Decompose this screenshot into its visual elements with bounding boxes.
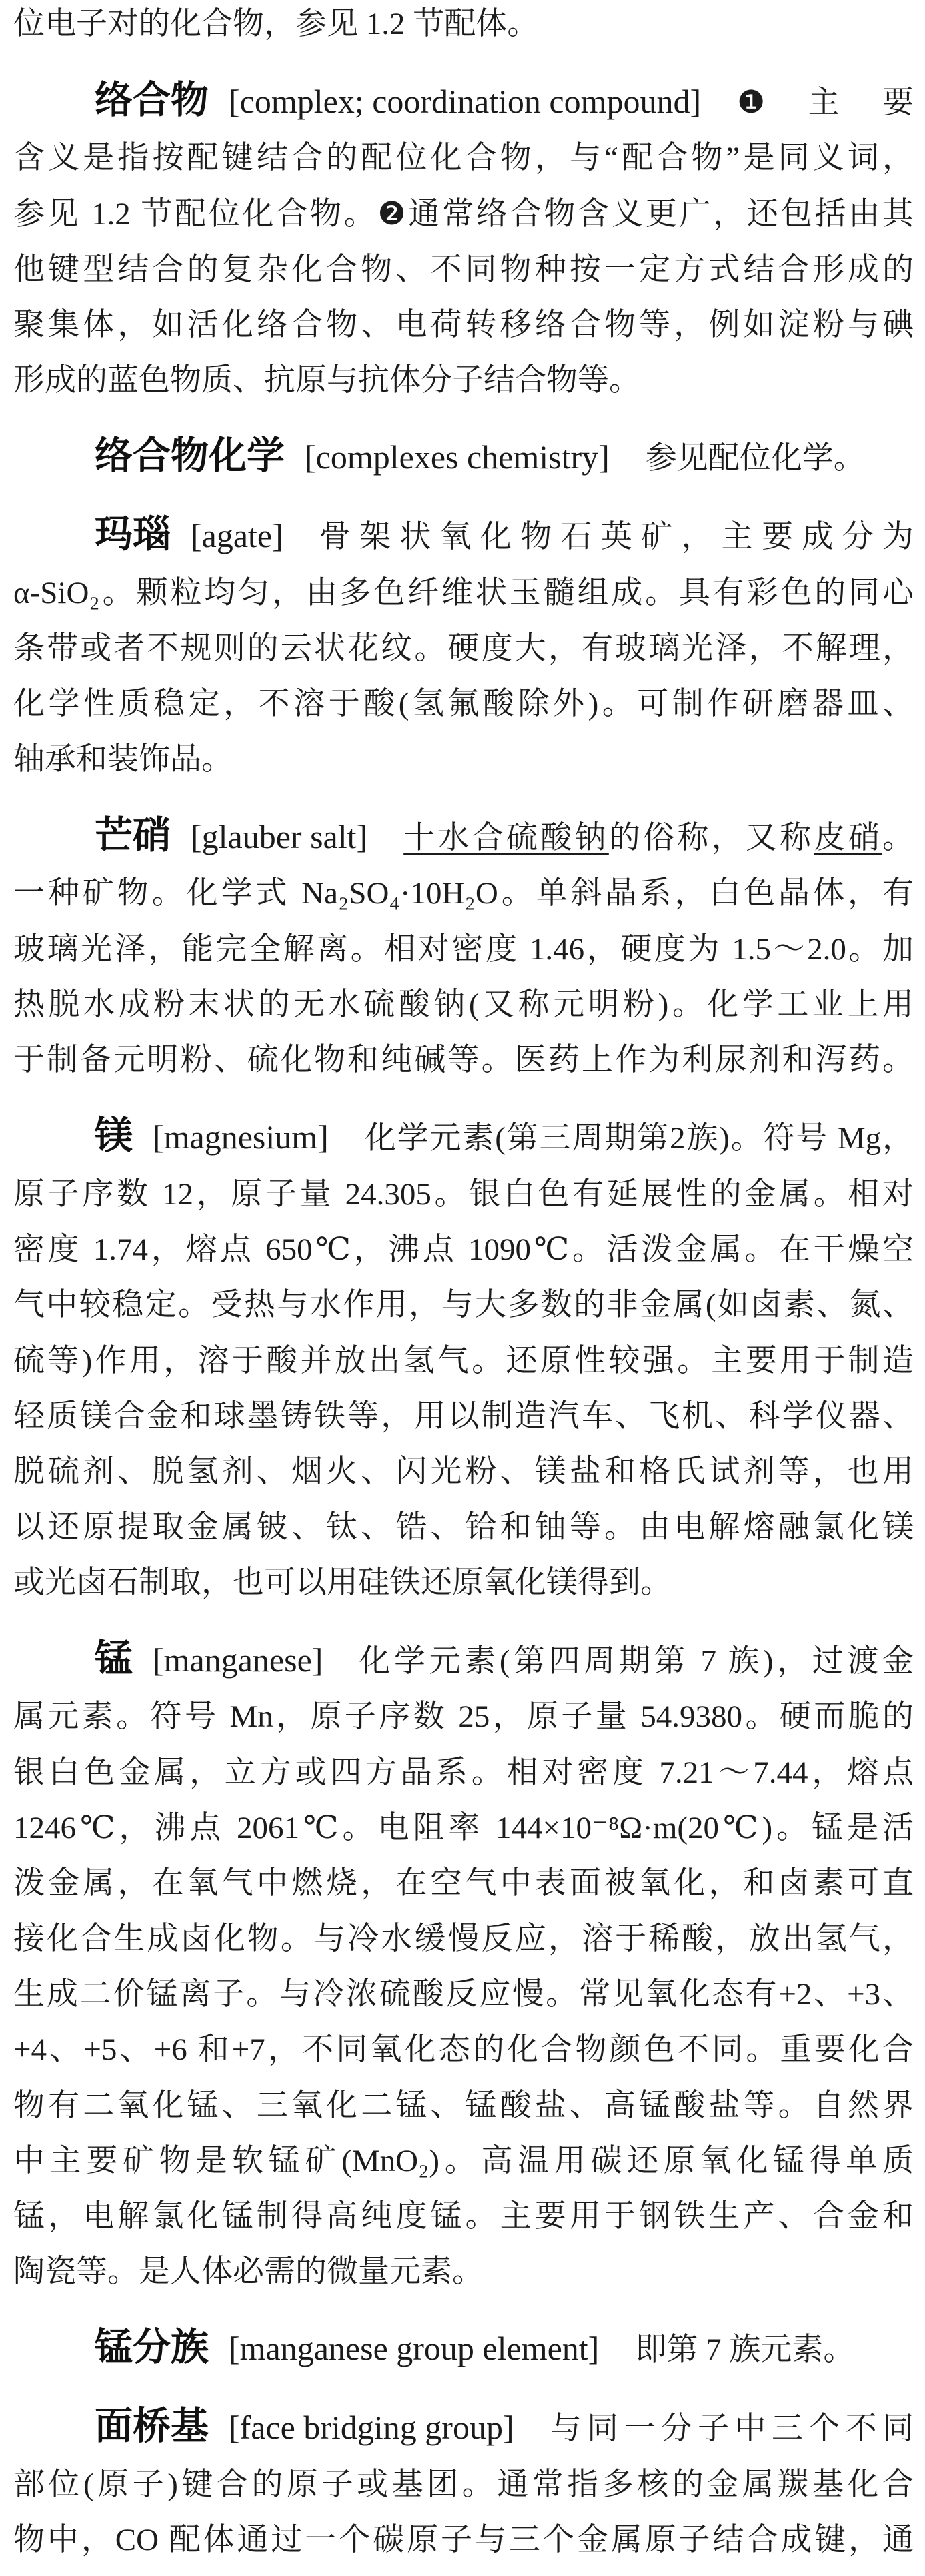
definition-line: 物中，CO 配体通过一个碳原子与三个金属原子结合成键，通 xyxy=(13,2523,914,2558)
entry-english-term: [magnesium] xyxy=(153,1118,329,1156)
dictionary-page xyxy=(13,0,914,2568)
definition-fragment: 的俗称，又称 xyxy=(608,820,814,855)
entry-complexes-chemistry xyxy=(13,425,914,487)
definition-text: 参见配位化学。 xyxy=(645,441,865,476)
definition-text: 与同一分子中三个不同 xyxy=(550,2411,914,2447)
definition-line: 或光卤石制取，也可以用硅铁还原氧化镁得到。 xyxy=(13,1565,672,1601)
definition-line: 玻璃光泽，能完全解离。相对密度 1.46，硬度为 1.5～2.0。加 xyxy=(13,931,914,967)
entry-heading-line xyxy=(13,425,914,487)
definition-line: 锰，电解氯化锰制得高纯度锰。主要用于钢铁生产、合金和 xyxy=(13,2199,914,2234)
entry-heading-line xyxy=(13,1105,914,1167)
definition-line: 轻质镁合金和球墨铸铁等，用以制造汽车、飞机、科学仪器、 xyxy=(13,1398,914,1434)
definition-line: 原子序数 12，原子量 24.305。银白色有延展性的金属。相对 xyxy=(13,1177,914,1212)
entry-agate xyxy=(13,504,914,788)
entry-heading-line xyxy=(13,805,914,867)
definition-line: 属元素。符号 Mn，原子序数 25，原子量 54.9380。硬而脆的 xyxy=(13,1699,914,1735)
definition-line: 泼金属，在氧气中燃烧，在空气中表面被氧化，和卤素可直 xyxy=(13,1865,914,1901)
entry-headword: 络合物 xyxy=(95,78,209,121)
entry-english-term: [face bridging group] xyxy=(229,2409,514,2447)
definition-line: 一种矿物。化学式 Na₂SO₄·10H₂O。单斜晶系，白色晶体，有 xyxy=(13,876,914,911)
entry-face-bridging-group xyxy=(13,2395,914,2568)
definition-text: ❶主要 xyxy=(737,85,914,120)
definition-line: 化学性质稳定，不溶于酸(氢氟酸除外)。可制作研磨器皿、 xyxy=(13,687,914,722)
definition-line: 热脱水成粉末状的无水硫酸钠(又称元明粉)。化学工业上用 xyxy=(13,987,914,1022)
entry-manganese-group-element xyxy=(13,2316,914,2379)
entry-heading-line xyxy=(13,1628,914,1690)
definition-line: 参见 1.2 节配位化合物。❷通常络合物含义更广，还包括由其 xyxy=(13,196,914,232)
definition-line: 条带或者不规则的云状花纹。硬度大，有玻璃光泽，不解理， xyxy=(13,631,914,667)
entry-heading-line xyxy=(13,504,914,566)
definition-line: 密度 1.74，熔点 650℃，沸点 1090℃。活泼金属。在干燥空 xyxy=(13,1232,914,1268)
entry-complex xyxy=(13,69,914,409)
cross-reference: 皮硝 xyxy=(814,820,882,855)
carried-over-line: 位电子对的化合物，参见 1.2 节配体。 xyxy=(13,7,539,42)
definition-fragment: 。 xyxy=(882,820,914,855)
definition-line: 银白色金属，立方或四方晶系。相对密度 7.21～7.44，熔点 xyxy=(13,1755,914,1790)
entry-magnesium xyxy=(13,1105,914,1611)
definition-text xyxy=(403,807,914,867)
entry-english-term: [manganese group element] xyxy=(229,2330,600,2368)
definition-line: 形成的蓝色物质、抗原与抗体分子结合物等。 xyxy=(13,363,640,398)
definition-line: 气中较稳定。受热与水作用，与大多数的非金属(如卤素、氮、 xyxy=(13,1288,914,1323)
definition-line: 以还原提取金属铍、钛、锆、铪和铀等。由电解熔融氯化镁 xyxy=(13,1510,914,1545)
entry-glauber-salt xyxy=(13,805,914,1089)
entry-headword: 玛瑙 xyxy=(95,513,171,556)
definition-line: 1246℃，沸点 2061℃。电阻率 144×10⁻⁸Ω·m(20℃)。锰是活 xyxy=(13,1810,914,1845)
definition-line: 部位(原子)键合的原子或基团。通常指多核的金属羰基化合 xyxy=(13,2467,914,2502)
entry-manganese xyxy=(13,1628,914,2300)
entry-english-term: [agate] xyxy=(191,517,283,555)
definition-line: 生成二价锰离子。与冷浓硫酸反应慢。常见氧化态有+2、+3、 xyxy=(13,1977,914,2012)
definition-text: 即第 7 族元素。 xyxy=(635,2332,855,2368)
entry-heading-line xyxy=(13,2395,914,2457)
definition-text: 化学元素(第四周期第 7 族)，过渡金 xyxy=(359,1643,914,1679)
cross-reference: 十水合硫酸钠 xyxy=(403,820,609,855)
definition-line: 脱硫剂、脱氢剂、烟火、闪光粉、镁盐和格氏试剂等，也用 xyxy=(13,1454,914,1489)
definition-line: 聚集体，如活化络合物、电荷转移络合物等，例如淀粉与碘 xyxy=(13,307,914,342)
entry-headword: 镁 xyxy=(95,1114,133,1158)
entry-heading-line xyxy=(13,69,914,131)
entry-headword: 锰分族 xyxy=(95,2326,209,2369)
definition-line: 于制备元明粉、硫化物和纯碱等。医药上作为利尿剂和泻药。 xyxy=(13,1043,914,1078)
definition-line: 他键型结合的复杂化合物、不同物种按一定方式结合形成的 xyxy=(13,252,914,287)
entry-english-term: [glauber salt] xyxy=(191,817,368,855)
definition-text: 化学元素(第三周期第2族)。符号 Mg， xyxy=(364,1121,914,1156)
definition-line: 接化合生成卤化物。与冷水缓慢反应，溶于稀酸，放出氢气， xyxy=(13,1921,914,1957)
definition-line: 中主要矿物是软锰矿(MnO₂)。高温用碳还原氧化锰得单质 xyxy=(13,2143,914,2178)
entry-headword: 锰 xyxy=(95,1637,133,1680)
definition-text: 骨架状氧化物石英矿，主要成分为 xyxy=(319,520,914,555)
entry-headword: 面桥基 xyxy=(95,2405,209,2448)
definition-line: α-SiO₂。颗粒均匀，由多色纤维状玉髓组成。具有彩色的同心 xyxy=(13,575,914,610)
entry-heading-line xyxy=(13,2316,914,2379)
definition-line: 物有二氧化锰、三氧化二锰、锰酸盐、高锰酸盐等。自然界 xyxy=(13,2088,914,2123)
entry-english-term: [manganese] xyxy=(153,1641,323,1679)
definition-line: 陶瓷等。是人体必需的微量元素。 xyxy=(13,2254,484,2290)
entry-headword: 络合物化学 xyxy=(95,434,285,478)
entry-english-term: [complex; coordination compound] xyxy=(229,82,702,120)
entry-headword: 芒硝 xyxy=(95,813,171,857)
definition-line: 硫等)作用，溶于酸并放出氢气。还原性较强。主要用于制造 xyxy=(13,1343,914,1378)
definition-line: 含义是指按配键结合的配位化合物，与“配合物”是同义词， xyxy=(13,141,914,176)
entry-english-term: [complexes chemistry] xyxy=(305,438,610,476)
definition-line: +4、+5、+6 和+7，不同氧化态的化合物颜色不同。重要化合 xyxy=(13,2032,914,2068)
definition-line: 轴承和装饰品。 xyxy=(13,742,233,777)
